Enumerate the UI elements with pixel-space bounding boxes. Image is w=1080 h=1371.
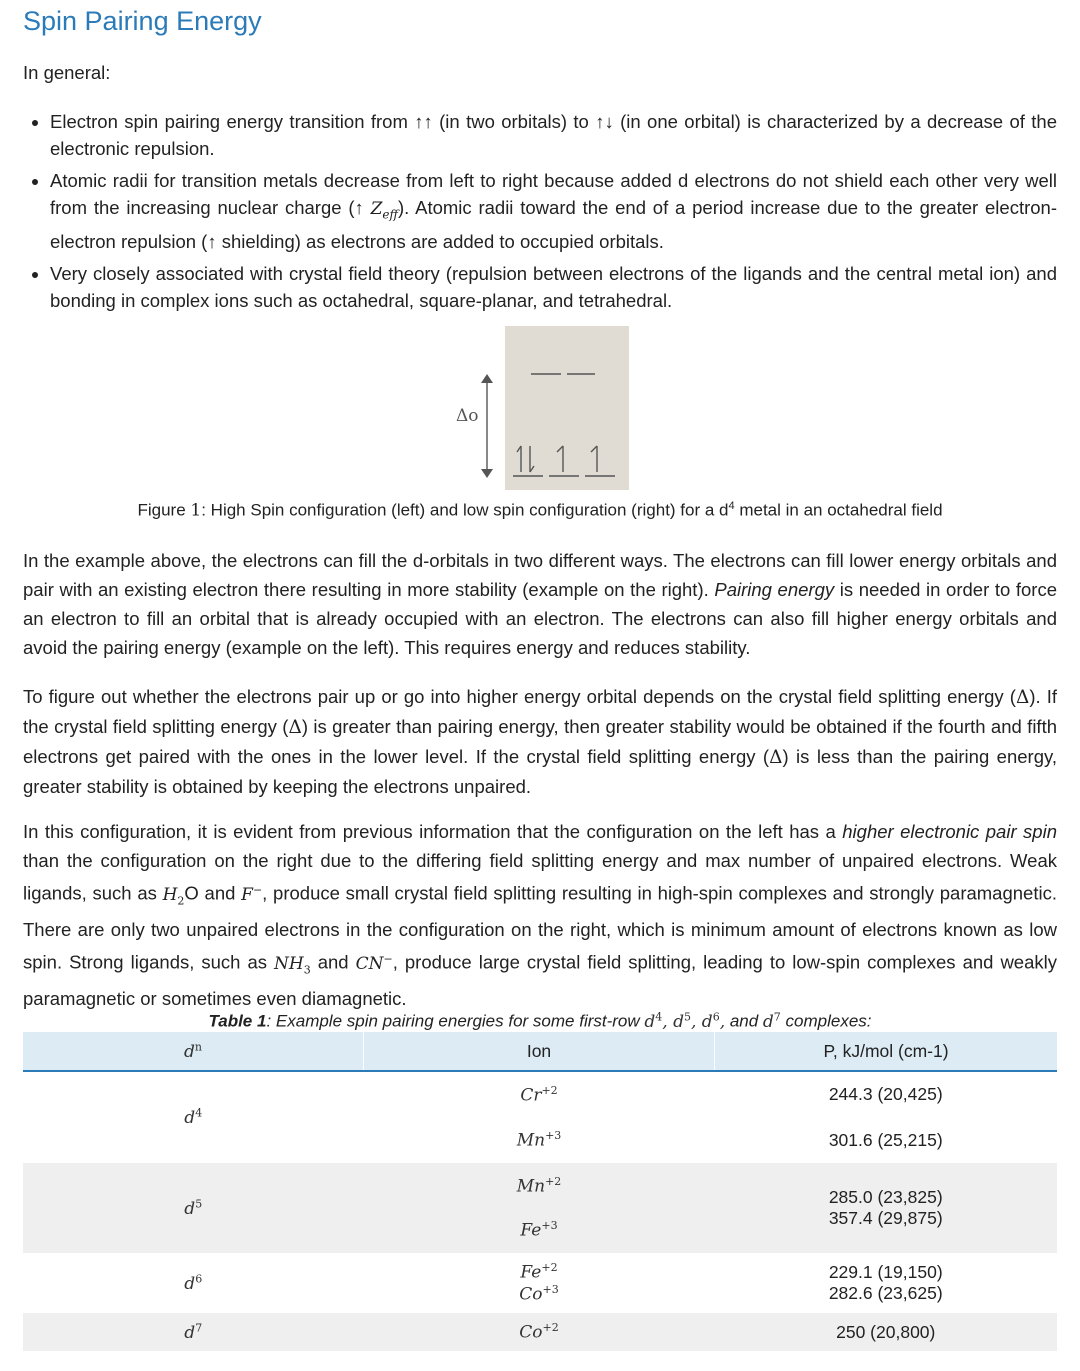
cell-ion: $Co^{+2}$ xyxy=(364,1313,715,1351)
table-header-row xyxy=(23,1032,1057,1071)
cell-energy: 229.1 (19,150) 282.6 (23,625) xyxy=(828,1262,943,1303)
zeff-symbol: $Z_{eff}$ xyxy=(370,199,399,222)
cell-energy: 301.6 (25,215) xyxy=(828,1129,943,1150)
bullet-item: • Very closely associated with crystal field theory (repulsion between electrons of the ligands and the central metal ion) and bonding in complex ions such as octahedral, square-planar, and tetrahedral. xyxy=(50,260,1057,314)
header-ion: Ion xyxy=(364,1032,715,1071)
cell-ion: $Cr^{+2}$ xyxy=(520,1083,558,1106)
table-row xyxy=(23,1163,1057,1253)
bullet-item: • Electron spin pairing energy transition from ↑↑ (in two orbitals) to ↑↓ (in one orbital) is characterized by a decrease of the electronic repulsion. xyxy=(50,108,1057,162)
table-row xyxy=(23,1071,1057,1117)
intro-text: In general: xyxy=(23,62,111,83)
unpaired-electron-arrow xyxy=(591,446,597,472)
bullet-item: • Atomic radii for transition metals decrease from left to right because added d electrons do not shield each other very well from the increasing nuclear charge (↑ $Z_{eff}$). Atomic radii toward the end of a period increase due to the greater electron-electron repulsion (↑ shielding) as electrons are added to occupied orbitals. xyxy=(50,167,1057,255)
paragraph: To figure out whether the electrons pair up or go into higher energy orbital depends on the crystal field splitting energy (Δ). If the crystal field splitting energy (Δ) is greater than pairing energy, then greater stability would be obtained if the fourth and fifth electrons get paired with the ones in the lower level. If the crystal field splitting energy (Δ) is less than the pairing energy, greater stability is obtained by keeping the electrons unpaired. xyxy=(23,686,1058,797)
header-energy: P, kJ/mol (cm-1) xyxy=(715,1032,1058,1071)
paragraph: In the example above, the electrons can fill the d-orbitals in two different ways. The electrons can fill lower energy orbitals and pair with an existing electron there resulting in more stability (example on the right). Pairing energy is needed in order to force an electron to fill an orbital that is already occupied with an electron. The electrons can also fill higher energy orbitals and avoid the pairing energy (example on the left). This requires energy and reduces stability. xyxy=(23,550,1058,658)
cell-ion: $Mn^{+2}$ $Fe^{+3}$ xyxy=(364,1163,715,1253)
cell-dn: $d^5$ xyxy=(23,1163,364,1253)
orbital-diagram-svg xyxy=(505,326,629,490)
header-dn: $d^n$ xyxy=(23,1032,364,1071)
cell-ion: $Fe^{+2}$ $Co^{+3}$ xyxy=(519,1261,559,1305)
table-row xyxy=(23,1253,1057,1313)
cell-dn: $d^6$ xyxy=(184,1272,203,1294)
cell-dn: $d^7$ xyxy=(23,1313,364,1351)
table-row xyxy=(23,1313,1057,1351)
ammonia-formula: $NH_3$ xyxy=(274,953,311,977)
cell-ion: $Mn^{+3}$ xyxy=(516,1129,562,1151)
figure-caption: Figure 1: High Spin configuration (left) and low spin configuration (right) for a $d^4$ metal in an octahedral field xyxy=(137,500,943,521)
cell-energy: 250 (20,800) xyxy=(715,1313,1058,1351)
energy-level-diagram xyxy=(505,326,629,490)
paired-electron-arrows xyxy=(517,446,534,472)
h2o-formula: $H_2$ xyxy=(162,884,185,908)
splitting-arrow xyxy=(478,374,496,478)
spin-pairing-table xyxy=(23,1032,1057,1351)
table-caption: Table 1: Example spin pairing energies for some first-row $d^4$, $d^5$, $d^6$, and $d^7$ complexes: xyxy=(208,1010,872,1032)
cell-dn: $d^4$ xyxy=(184,1106,203,1129)
unpaired-electron-arrow xyxy=(557,446,563,472)
cell-energy: 244.3 (20,425) xyxy=(828,1084,943,1104)
page-title: Spin Pairing Energy xyxy=(23,6,262,36)
delta-o-label: Δo xyxy=(456,406,479,426)
cell-energy: 285.0 (23,825) 357.4 (29,875) xyxy=(715,1163,1058,1253)
cyanide-formula: CN− xyxy=(355,952,393,974)
fluoride-formula: F− xyxy=(241,883,263,905)
bullet-list xyxy=(23,108,1057,319)
paragraph: In this configuration, it is evident from previous information that the configuration on the left has a higher electronic pair spin than the configuration on the right due to the differing field splitting energy and max number of unpaired electrons. Weak ligands, such as $H_2O$ and F−, produce small crystal field splitting resulting in high-spin complexes and strongly paramagnetic. There are only two unpaired electrons in the configuration on the right, which is minimum amount of electrons known as low spin. Strong ligands, such as $NH_3$ and CN−, produce large crystal field splitting, leading to low-spin complexes and weakly paramagnetic or sometimes even diamagnetic. xyxy=(23,821,1057,1010)
